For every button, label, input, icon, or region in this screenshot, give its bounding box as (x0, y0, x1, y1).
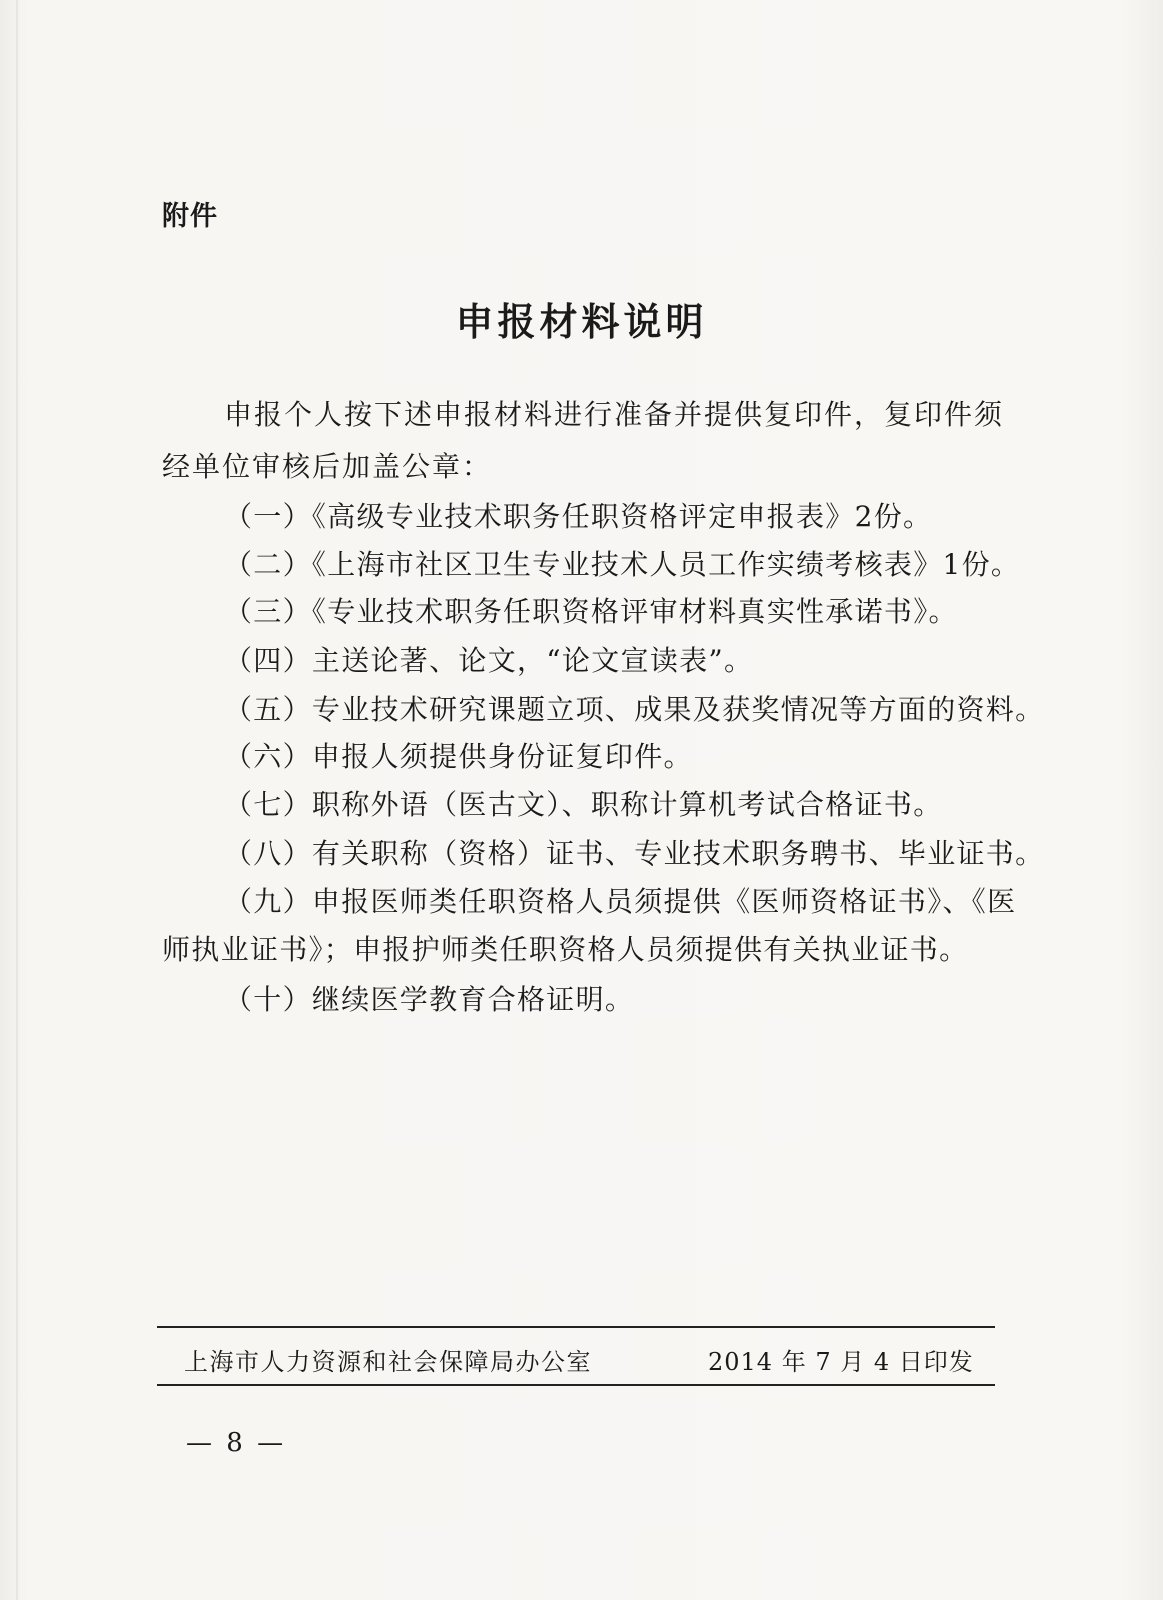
page-number: — 8 — (186, 1428, 287, 1458)
list-item-4: （四）主送论著、论文，“论文宣读表”。 (224, 644, 754, 677)
footer-bottom-rule (157, 1384, 995, 1386)
list-item-6: （六）申报人须提供身份证复印件。 (224, 740, 693, 773)
list-item-2: （二）《上海市社区卫生专业技术人员工作实绩考核表》1份。 (224, 548, 1021, 581)
list-item-10: （十）继续医学教育合格证明。 (224, 983, 635, 1016)
scan-edge (16, 0, 18, 1600)
list-item-3: （三）《专业技术职务任职资格评审材料真实性承诺书》。 (224, 595, 958, 628)
issue-date: 2014 年 7 月 4 日印发 (708, 1348, 974, 1376)
attachment-label: 附件 (162, 201, 218, 232)
intro-line-1: 申报个人按下述申报材料进行准备并提供复印件，复印件须 (224, 398, 1005, 431)
list-item-9-continuation: 师执业证书》；申报护师类任职资格人员须提供有关执业证书。 (162, 933, 969, 966)
list-item-5: （五）专业技术研究课题立项、成果及获奖情况等方面的资料。 (224, 693, 1045, 726)
intro-line-2: 经单位审核后加盖公章： (162, 450, 493, 483)
issuing-office: 上海市人力资源和社会保障局办公室 (184, 1348, 592, 1376)
footer-top-rule (157, 1326, 995, 1328)
document-title: 申报材料说明 (455, 300, 708, 344)
list-item-1: （一）《高级专业技术职务任职资格评定申报表》2份。 (224, 500, 933, 533)
list-item-7: （七）职称外语（医古文）、职称计算机考试合格证书。 (224, 788, 943, 821)
list-item-9: （九）申报医师类任职资格人员须提供《医师资格证书》、《医 (224, 885, 1017, 918)
list-item-8: （八）有关职称（资格）证书、专业技术职务聘书、毕业证书。 (224, 837, 1045, 870)
